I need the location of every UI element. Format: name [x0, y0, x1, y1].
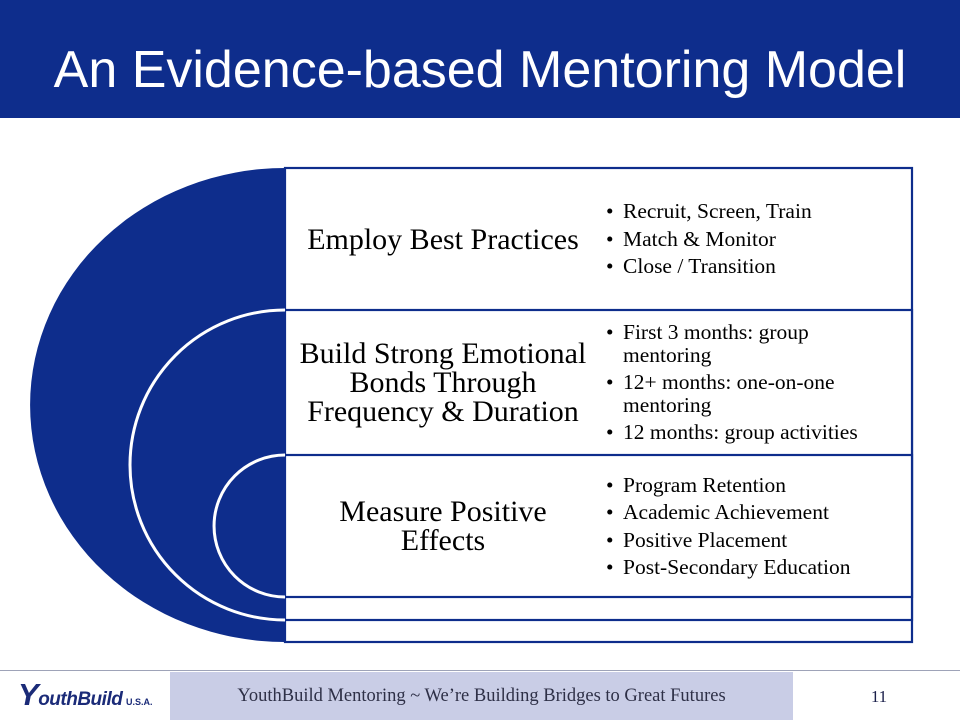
footer-band: [170, 672, 793, 720]
bullet-item: • Academic Achievement: [606, 501, 885, 524]
logo-wordmark: YouthBuild: [18, 677, 123, 712]
bullet-item: • 12+ months: one-on-one mentoring: [606, 371, 885, 416]
level-3-bullet-list: [606, 455, 885, 597]
footer-tagline: YouthBuild Mentoring ~ We’re Building Bridges to Great Futures: [237, 685, 726, 706]
footer-divider: [0, 670, 960, 671]
title-bar: [0, 0, 960, 118]
level-1-heading-cell: [296, 168, 590, 310]
bullet-item: • Positive Placement: [606, 529, 885, 552]
level-2-heading-cell: [296, 310, 590, 455]
page-number: 11: [870, 687, 888, 706]
bullet-item: • Post-Secondary Education: [606, 556, 885, 579]
bullet-item: • 12 months: group activities: [606, 421, 885, 444]
level-2-bullet-list: [606, 310, 885, 455]
bullet-item: • Close / Transition: [606, 255, 885, 278]
level-3-heading: Measure Positive Effects: [339, 495, 547, 557]
level-3-heading-cell: [296, 455, 590, 597]
logo-suffix: U.S.A.: [126, 697, 153, 707]
bullet-item: • Program Retention: [606, 474, 885, 497]
bullet-item: • Match & Monitor: [606, 228, 885, 251]
level-1-bullet-list: [606, 168, 885, 310]
level-2-heading: Build Strong Emotional Bonds Through Frequency & Duration: [299, 337, 587, 428]
slide-title: An Evidence-based Mentoring Model: [53, 41, 907, 99]
level-1-heading: Employ Best Practices: [307, 222, 579, 256]
bullet-item: • Recruit, Screen, Train: [606, 200, 885, 223]
bullet-item: • First 3 months: group mentoring: [606, 321, 885, 366]
youthbuild-logo: [18, 676, 168, 714]
